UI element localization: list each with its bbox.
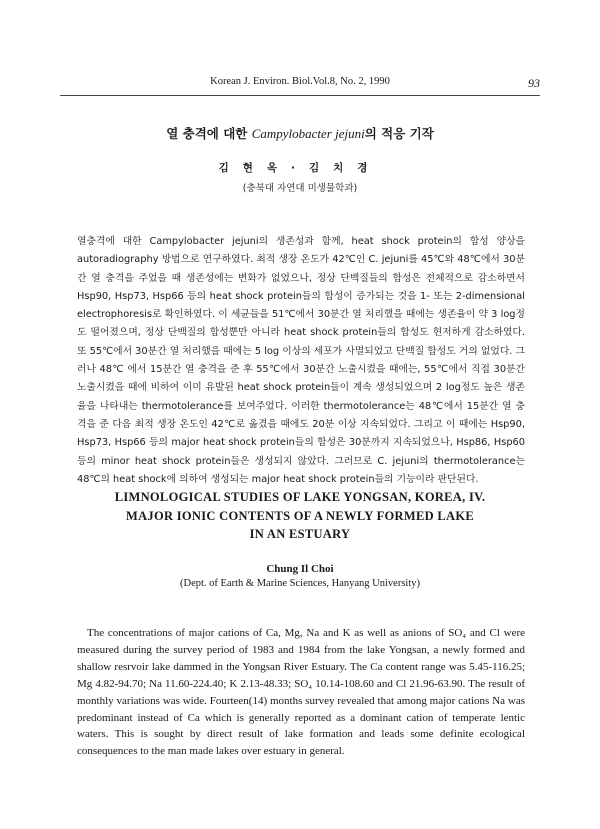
header-rule [60, 95, 540, 96]
english-author: Chung Il Choi [266, 563, 334, 575]
english-article-title [60, 488, 540, 544]
korean-abstract-text: 열충격에 대한 Campylobacter jejuni의 생존성과 함께, heat shock protein의 합성 양상을 autoradiography 방법으로 연구하였다. 최적 생장 온도가 42℃인 C. jejuni를 45℃와 48℃에서 30분간 열 충격을 주었을 때 생존성에는 변화가 없었으나, 정상 단백질들의 합성은 전체적으로 감소하면서 Hsp90, Hsp73, Hsp66 등의 heat shock protein들의 합성이 증가되는 것을 1- 또는 2-dimensional electrophoresis로 확인하였다. 이 세균들을 51℃에서 30분간 열 처리했을 때에는 생존율이 약 3 log정도 떨어졌으며, 정상 단백질의 합성뿐만 아니라 heat shock protein들의 합성도 현저하게 감소하였다. 또 55℃에서 30분간 열 처리했을 때에는 5 log 이상의 세포가 사멸되었고 단백질 합성도 거의 없었다. 그러나 48℃ 에서 15분간 열 충격을 준 후 55℃에서 30분간 노출시켰을 때에는, 55℃에서 직접 30분간 노출시켰을 때에 비하여 이미 유발된 heat shock protein들이 계속 생성되었으며 2 log정도 높은 생존율을 나타내는 thermotolerance를 보여주었다. 이러한 thermotolerance는 48℃에서 15분간 열 충격을 준 다음 최적 생장 온도인 42℃로 옮겼을 때에도 20분 이상 지속되었다. 그리고 이 때에는 Hsp90, Hsp73, Hsp66 등의 major heat shock protein들의 합성은 30분까지 지속되었으나, Hsp86, Hsp60 등의 minor heat shock protein들은 생성되지 않았다. 그러므로 C. jejuni의 thermotolerance는 48℃의 heat shock에 의하여 생성되는 major heat shock protein들의 기능이라 판단된다. [77, 236, 525, 485]
korean-authors: 김현옥·김치경 [218, 162, 382, 174]
running-header [60, 76, 540, 92]
english-abstract-text: The concentrations of major cations of Ca, Mg, Na and K as well as anions of SO₄ and Cl were measured during the survey period of 1983 and 1984 from the lake Yongsan, a newly formed and shallow resrvoir lake dammed in the Yongsan River Estuary. The Ca content range was 5.45-116.25; Mg 4.82-94.70; Na 11.60-224.40; K 2.13-48.33; SO₄ 10.14-108.60 and Cl 21.96-63.90. The result of monthly variations was wide. Fourteen(14) months survey revealed that among major cations Na was predominant instead of Ca which is generally reported as a dominant cation of temperate lentic waters. This is sought by direct result of lake formation and leads some definite ecological consequences to the man made lakes over estuary in general. [77, 627, 525, 758]
english-title-line: IN AN ESTUARY [249, 527, 351, 541]
korean-affiliation: (충북대 자연대 미생물학과) [242, 183, 358, 194]
english-abstract [77, 625, 525, 760]
korean-title-prefix: 열 충격에 대한 [166, 126, 252, 141]
korean-article-title [60, 124, 540, 142]
korean-abstract [77, 233, 525, 489]
page-number: 93 [528, 76, 540, 90]
english-affiliation: (Dept. of Earth & Marine Sciences, Hanyang University) [180, 578, 420, 589]
english-title-line: MAJOR IONIC CONTENTS OF A NEWLY FORMED LAKE [125, 508, 474, 523]
english-title-line: LIMNOLOGICAL STUDIES OF LAKE YONGSAN, KOREA, IV. [114, 490, 486, 504]
journal-citation: Korean J. Environ. Biol.Vol.8, No. 2, 1990 [210, 76, 390, 87]
korean-title-suffix: 의 적응 기작 [364, 126, 434, 141]
korean-title-species: Campylobacter jejuni [251, 126, 365, 141]
